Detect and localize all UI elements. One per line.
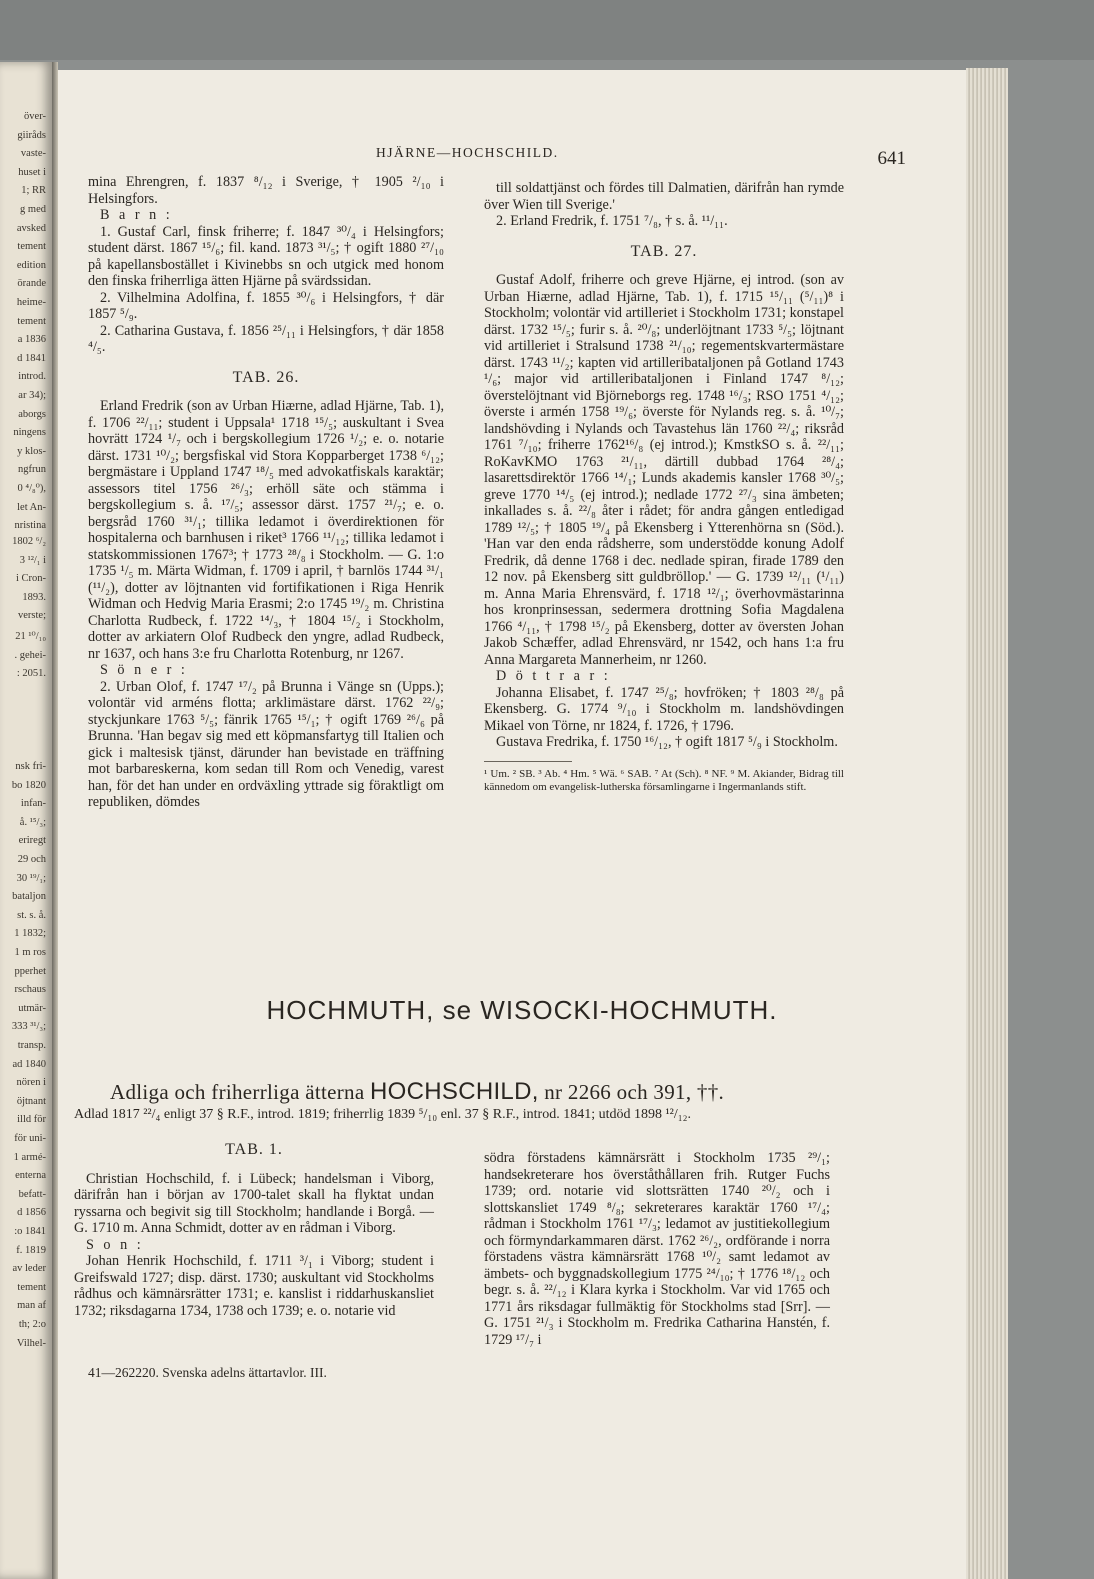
previous-page-fragment: tement bbox=[17, 315, 46, 327]
previous-page-fragment: 0 ⁴/₈⁰), bbox=[17, 483, 46, 494]
previous-page-fragment: ningens bbox=[13, 427, 46, 439]
paragraph: mina Ehrengren, f. 1837 ⁸/₁₂ i Sverige, † 1905 ²/₁₀ i Helsingfors. bbox=[88, 174, 444, 207]
previous-page-fragment: heime- bbox=[16, 297, 46, 308]
previous-page-fragment: bataljon bbox=[12, 891, 46, 903]
previous-page-fragment: infan- bbox=[20, 798, 46, 810]
previous-page-fragment: let An- bbox=[17, 501, 46, 513]
previous-page-fragment: illd för bbox=[17, 1114, 46, 1126]
previous-page-fragment: Vilhel- bbox=[16, 1337, 46, 1349]
section-label-barn: B a r n : bbox=[100, 207, 173, 223]
page-fore-edge bbox=[966, 68, 1008, 1579]
previous-page-fragment: nsk fri- bbox=[15, 761, 46, 772]
previous-page-fragment: å. ¹⁵/₃; bbox=[19, 816, 46, 828]
previous-page-fragment: tement bbox=[17, 241, 46, 253]
previous-page-fragment: d 1856 bbox=[17, 1207, 46, 1219]
paragraph: 2. Erland Fredrik, f. 1751 ⁷/₈, † s. å. ¹¹/₁₁. bbox=[496, 213, 728, 229]
previous-page-fragment: eriregt bbox=[18, 835, 46, 847]
previous-page-fragment: 29 och bbox=[17, 854, 46, 865]
previous-page-fragment: bo 1820 bbox=[11, 779, 46, 791]
previous-page-fragment: 1 armé- bbox=[13, 1151, 46, 1163]
previous-page-fragment: ad 1840 bbox=[12, 1058, 46, 1070]
previous-page-fragment: giiråds bbox=[17, 129, 46, 141]
footnotes: ¹ Um. ² SB. ³ Ab. ⁴ Hm. ⁵ Wä. ⁶ SAB. ⁷ At (Sch). ⁸ NF. ⁹ M. Akiander, Bidrag till kännedom om evangelisk-lutherska församlingarne i Ingermanlands stift. bbox=[484, 767, 844, 793]
lower-right-column bbox=[484, 1150, 830, 1348]
previous-page-fragment: huset i bbox=[18, 166, 46, 178]
family-heading bbox=[110, 1078, 900, 1106]
paragraph: Gustaf Adolf, friherre och greve Hjärne, ej introd. (son av Urban Hiærne, adlad Hjärne, Tab. 1), f. 1715 ¹⁵/₁₁ (⁵/₁₁)⁸ i Stockholm; volontär vid artilleriet i Stockholm 1731; konstapel därst. 1732 ¹⁵/₅; furir s. å. ²⁰/₈; underlöjtnant 1733 ⁵/₅; löjtnant vid artilleriet i Stralsund 1738 ²¹/₁₀; regementskvartermästare därst. 1743 ¹¹/₂; kapten vid artilleribataljonen på Gotland 1743 ¹/₆; major vid artilleribataljonen i Finland 1747 ⁸/₁₂; överstelöjtnant vid Björneborgs reg. 1748 ¹⁶/₃; RSO 1751 ⁴/₁₂; överste i armén 1758 ¹⁹/₆; överste för Nylands reg. s. å. ¹⁰/₇; landshövding i Nylands och Tavastehus län 1760 ²²/₄; riksråd 1761 ⁷/₁₀; friherre 1762¹⁶/₈ (ej introd.); KmstkSO s. å. ²²/₁₁; RoKavKMO 1763 ²¹/₁₁, därtill dubbad 1764 ²⁸/₄; lasarettsdirektör 1766 ¹⁴/₁; Lunds akademis kansler 1768 ³⁰/₅; greve 1770 ¹⁴/₅ (ej introd.); nedlade 1772 ²⁷/₃ sina ämbeten; inkallades s. å. ²²/₈ åter i rådet; för andra gången entledigad 1789 ¹²/₅; † 1805 ¹⁹/₄ på Ekensberg i Ytterenhörna sn (Söd.). 'Han var den enda rådsherre, som understödde konung Adolf Fredrik, då denne 1768 i dec. nedlade spiran, firade 1789 den 12 nov. på Ekensberg sitt guldbröllop.' — G. 1739 ¹²/₁₁ (¹/₁₁) m. Anna Maria Ehrensvärd, f. 1718 ¹²/₁; överhovmästarinna hos kronprinsessan, sedermera drottning Sofia Magdalena 1766 ⁴/₁₁, † 1798 ¹⁵/₂ på Ekensberg, dotter av översten Johan Jakob Schæffer, adlad Ehrensvärd, nr 1542, och hans 1:a fru Anna Margareta Mannerheim, nr 1260. bbox=[484, 272, 844, 668]
previous-page-fragment: transp. bbox=[17, 1040, 46, 1051]
previous-page-fragment: f. 1819 bbox=[16, 1244, 46, 1256]
paragraph: 2. Catharina Gustava, f. 1856 ²⁵/₁₁ i Helsingfors, † där 1858 ⁴/₅. bbox=[88, 322, 444, 355]
previous-page-fragment: 1; RR bbox=[21, 185, 46, 197]
previous-page-fragment: befatt- bbox=[18, 1188, 46, 1200]
right-column bbox=[484, 180, 844, 794]
previous-page-fragment: introd. bbox=[18, 371, 46, 383]
previous-page-fragment: 1893. bbox=[22, 591, 46, 603]
previous-page-fragment: 1802 ⁶/₂ bbox=[12, 536, 46, 547]
previous-page-fragment: a 1836 bbox=[17, 334, 46, 346]
previous-page-fragment: över- bbox=[24, 111, 46, 122]
table-heading-1: TAB. 1. bbox=[225, 1141, 283, 1158]
paragraph: 2. Urban Olof, f. 1747 ¹⁷/₂ på Brunna i Vänge sn (Upps.); volontär vid arméns flotta; arklimästare därst. 1762 ²²/₉; styckjunkare 1763 ⁵/₅; fänrik 1765 ¹⁵/₁; † ogift 1769 ²⁶/₆ på Brunna. 'Han begav sig med ett köpmansfartyg till Italien och gick i maltesisk tjänst, därunder han bevistade en träffning mot barbareskerna, kom sedan till Rom och Venedig, varest han, för det han under en ordväxling yttrade sig föraktligt om republiken, dömdes bbox=[88, 678, 444, 810]
previous-page-fragment: : 2051. bbox=[16, 668, 46, 680]
previous-page-fragment: utmär- bbox=[18, 1002, 46, 1014]
previous-page-fragment: 1 1832; bbox=[14, 928, 46, 940]
book-cover-board bbox=[0, 0, 1094, 60]
previous-page-fragment: tement bbox=[17, 1281, 46, 1293]
signature-line: 41—262220. Svenska adelns ättartavlor. III. bbox=[88, 1365, 327, 1380]
previous-page-edge bbox=[0, 62, 52, 1579]
book-page bbox=[58, 70, 966, 1579]
paragraph: Christian Hochschild, f. i Lübeck; handelsman i Viborg, därifrån han i början av 1700-talet skall ha flyktat undan ryssarna och begivit sig till Stockholm; handlande i Borgå. — G. 1710 m. Anna Schmidt, dotter av en rådman i Viborg. bbox=[74, 1170, 434, 1236]
previous-page-fragment: d 1841 bbox=[17, 352, 46, 364]
previous-page-fragment: th; 2:o bbox=[18, 1319, 46, 1330]
previous-page-fragment: :o 1841 bbox=[14, 1226, 46, 1237]
previous-page-fragment: 3 ¹²/₁ i bbox=[19, 554, 46, 566]
paragraph: Erland Fredrik (son av Urban Hiærne, adlad Hjärne, Tab. 1), f. 1706 ²²/₁₁; student i Uppsala¹ 1718 ¹⁵/₅; auskultant i Svea hovrätt 1724 ¹/₇ och i bergskollegium 1726 ¹/₂; e. o. notarie därst. 1731 ¹⁰/₂; bergsfiskal vid Stora Kopparberget 1738 ⁶/₁₂; bergmästare i Uppland 1747 ¹⁸/₅ med advokatfiskals karaktär; assessors titel 1756 ²⁶/₃; erhöll säte och stämma i bergskollegium s. å. ¹⁷/₅; assessor därst. 1757 ²¹/₇; e. o. bergsråd 1760 ³¹/₁; tillika ledamot i överdirektionen för hospitalerna och barnhusen i riket³ 1766 ¹¹/₁₂; tillika ledamot i statskommissionen 1767³; † 1773 ²⁸/₈ i Stockholm. — G. 1:o 1735 ¹/₅ m. Märta Widman, f. 1709 i april, † barnlös 1744 ³¹/₁ (¹¹/₂), dotter av löjtnanten vid fortifikationen i Riga Henrik Widman och Hedvig Maria Erasmi; 2:o 1745 ¹⁹/₂ m. Christina Charlotta Rudbeck, f. 1722 ¹⁴/₃, † 1804 ¹⁵/₂ i Stockholm, dotter av arkiatern Olof Rudbeck den yngre, adlad Rudbeck, nr 1637, och hans 3:e fru Charlotta Rotenburg, nr 1267. bbox=[88, 398, 444, 662]
previous-page-fragment: ar 34); bbox=[18, 390, 46, 401]
previous-page-fragment: man af bbox=[17, 1300, 46, 1312]
previous-page-fragment: 30 ¹⁹/₁; bbox=[16, 872, 46, 884]
left-column bbox=[88, 174, 444, 811]
previous-page-fragment: nristina bbox=[14, 520, 46, 532]
previous-page-fragment: pperhet bbox=[14, 965, 46, 977]
table-heading-26: TAB. 26. bbox=[232, 368, 300, 386]
paragraph: södra förstadens kämnärsrätt i Stockholm 1735 ²⁹/₁; handsekreterare hos överståthållaren frih. Rutger Fuchs 1739; ord. notarie vid slottsrätten 1740 ²⁰/₂ och i slottskansliet 1749 ⁸/₈; sekreterares karaktär 1760 ¹⁷/₄; rådman i Stockholm 1761 ¹⁷/₃; ledamot av justitiekollegium och förmyndarkammaren därst. 1762 ²⁶/₂, ordförande i norra förstadens västra kämnärsrätt 1768 ¹⁰/₂ samt ledamot av ämbets- och byggnadskollegium 1775 ²⁴/₁₀; † 1776 ¹⁸/₁₂ och begr. s. å. ²²/₁₂ i Klara kyrka i Stockholm. Var vid 1765 och 1771 års riksdagar fullmäktig för Stockholms stad [Srr]. — G. 1751 ²¹/₃ i Stockholm m. Fredrika Catharina Hanstén, f. 1729 ¹⁷/₇ i bbox=[484, 1150, 830, 1348]
family-heading-name: HOCHSCHILD, bbox=[370, 1078, 539, 1105]
family-heading-details: Adlad 1817 ²²/₄ enligt 37 § R.F., introd. 1819; friherrlig 1839 ⁵/₁₀ enl. 37 § R.F., introd. 1841; utdöd 1898 ¹²/₁₂. bbox=[74, 1107, 692, 1122]
paragraph: 2. Vilhelmina Adolfina, f. 1855 ³⁰/₆ i Helsingfors, † där 1857 ⁵/₉. bbox=[88, 289, 444, 322]
previous-page-fragment: avsked bbox=[16, 222, 46, 234]
previous-page-fragment: enterna bbox=[15, 1170, 46, 1182]
previous-page-fragment: för uni- bbox=[14, 1133, 46, 1144]
previous-page-fragment: örande bbox=[17, 278, 46, 290]
previous-page-fragment: 21 ¹⁰/₁₀ bbox=[15, 631, 46, 642]
page-number: 641 bbox=[877, 148, 906, 169]
lower-left-column bbox=[74, 1136, 434, 1319]
previous-page-fragment: g med bbox=[20, 204, 46, 215]
previous-page-fragment: nören i bbox=[16, 1077, 46, 1089]
family-heading-prefix: Adliga och friherrliga ätterna bbox=[110, 1080, 365, 1104]
footnote-rule bbox=[484, 761, 572, 768]
previous-page-fragment: ngfrun bbox=[18, 464, 46, 476]
table-heading-27: TAB. 27. bbox=[630, 242, 698, 260]
previous-page-fragment: öjtnant bbox=[16, 1095, 46, 1107]
family-heading-suffix: nr 2266 och 391, ††. bbox=[544, 1080, 725, 1104]
previous-page-fragment: verste; bbox=[18, 610, 46, 622]
running-head: HJÄRNE—HOCHSCHILD. bbox=[376, 145, 559, 160]
paragraph: till soldattjänst och fördes till Dalmatien, därifrån han rymde över Wien till Sverige.' bbox=[484, 180, 844, 213]
previous-page-fragment: rschaus bbox=[14, 984, 46, 996]
paragraph: 1. Gustaf Carl, finsk friherre; f. 1847 ³⁰/₄ i Helsingfors; student därst. 1867 ¹⁵/₆; fil. kand. 1873 ³¹/₅; † ogift 1880 ²⁷/₁₀ på kapellansbostället i Kivinebbs sn och utgick med honom den finska friherrliga ätten Hjärne på svärdssidan. bbox=[88, 223, 444, 289]
previous-page-fragment: av leder bbox=[12, 1263, 46, 1275]
previous-page-fragment: 1 m ros bbox=[14, 947, 46, 958]
previous-page-fragment: edition bbox=[16, 259, 46, 271]
paragraph: Gustava Fredrika, f. 1750 ¹⁶/₁₂, † ogift 1817 ⁵/₉ i Stockholm. bbox=[496, 734, 838, 750]
section-label-soner: S ö n e r : bbox=[100, 662, 188, 678]
previous-page-fragment: vaste- bbox=[20, 148, 46, 160]
previous-page-fragment: y klos- bbox=[17, 445, 46, 457]
previous-page-fragment: 333 ³¹/₃; bbox=[11, 1021, 46, 1033]
previous-page-fragment: st. s. å. bbox=[17, 909, 46, 921]
cross-reference-heading: HOCHMUTH, se WISOCKI-HOCHMUTH. bbox=[266, 995, 778, 1025]
previous-page-fragment: . gehei- bbox=[14, 649, 46, 661]
paragraph: Johan Henrik Hochschild, f. 1711 ³/₁ i Viborg; student i Greifswald 1727; disp. därst. 1730; auskultant vid Stockholms rådhus och kämnärsrätter 1731; e. kanslist i riddarhuskansliet 1732; riksdagarna 1734, 1738 och 1739; e. o. notarie vid bbox=[74, 1253, 434, 1319]
previous-page-fragment: aborgs bbox=[18, 408, 46, 420]
section-label-dottrar: D ö t t r a r : bbox=[496, 668, 611, 684]
previous-page-fragment: i Cron- bbox=[15, 573, 46, 585]
paragraph: Johanna Elisabet, f. 1747 ²⁵/₈; hovfröken; † 1803 ²⁸/₈ på Ekensberg. G. 1774 ⁹/₁₀ i Stockholm m. landshövdingen Mikael von Törne, nr 1824, f. 1726, † 1796. bbox=[484, 684, 844, 734]
section-label-son: S o n : bbox=[86, 1236, 144, 1253]
